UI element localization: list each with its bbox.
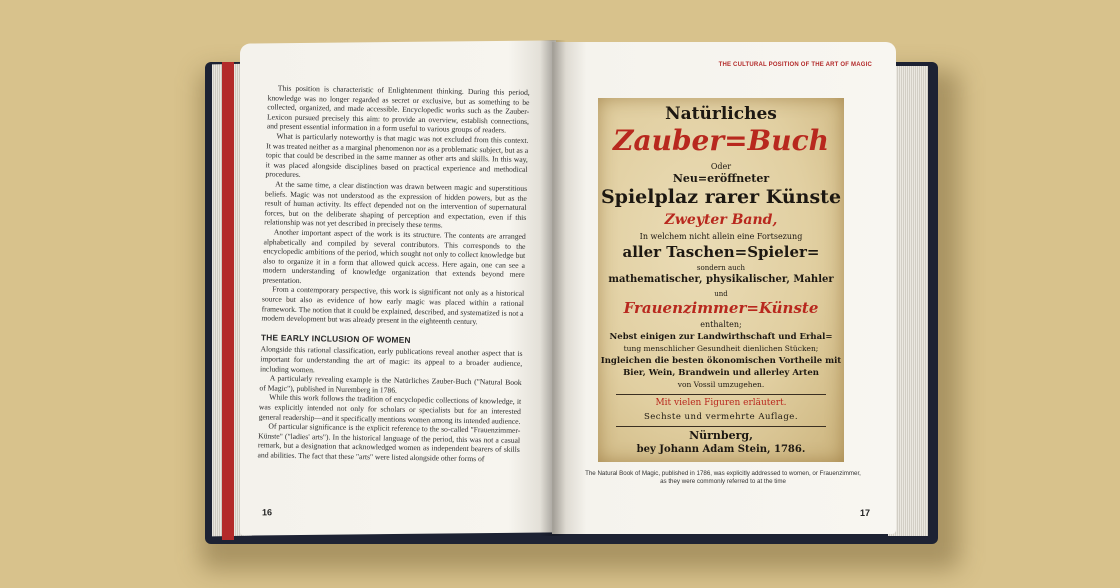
paragraph: While this work follows the tradition of encyclopedic collections of knowledge, it was explicitly intended not only for scholars or specialists but for an interested general readership—and it specifically mentions women among its intended audience. [258,392,522,426]
plate-rule [616,426,826,427]
plate-line: Nürnberg, [689,429,753,442]
plate-line: tung menschlicher Gesundheit dienlichen Stücken; [623,344,819,353]
plate-title: Zauber=Buch [613,124,829,157]
plate-line: sondern auch [696,264,746,272]
paragraph: This position is characteristic of Enlightenment thinking. During this period, knowledge was no longer regarded as secret or exclusive, but as something to be collected, organized, and made accessible. Encyclopedic works such as the Zauber-Lexicon pursued precisely this aim: to provide an overview, establish connections, and present essential information in a form useful to various groups of readers. [266,83,530,135]
plate-line: Nebst einigen zur Landwirthschaft und Erhal= [609,332,833,342]
plate-line: Zweyter Band, [664,212,778,228]
plate-line: Spielplaz rarer Künste [600,186,842,208]
paragraph: Another important aspect of the work is its structure. The contents are arranged alphabetically and compiled by several contributors. This corresponds to the encyclopedic ambitions of the period, which sought not only to collect knowledge but also to organize it in a form that allowed quick access. Here again, one can see a modern understanding of knowledge organization that extends beyond mere presentation. [262,227,526,285]
plate-line: Natürliches [665,104,777,124]
page-number-right: 17 [859,508,870,518]
plate-line: von Vossil umzugehen. [677,380,765,389]
paragraph: What is particularly noteworthy is that magic was not excluded from this context. It was treated neither as a marginal phenomenon nor as a problematic subject, but as a topic that could be described in the same manner as other arts and skills. In this way, it was placed alongside disciplines based on practical experience and methodical procedures. [265,131,529,180]
paragraph: Of particular significance is the explicit reference to the so-called "Frauenzimmer-Künste" ("ladies' arts"). In the historical language of the period, this was not a casual remark, but a designation that acknowledged women as independent bearers of skills and abilities. The fact that these "arts" were listed alongside other forms of [257,421,521,464]
plate-rule [616,394,826,395]
page-number-left: 16 [262,507,273,518]
paragraph: Alongside this rational classification, early publications reveal another aspect that is important for understanding the art of magic: its appeal to a broader audience, including women. [259,344,523,374]
plate-line: enthalten; [700,320,742,329]
plate-line: Neu=eröffneter [672,172,770,185]
plate-line: aller Taschen=Spieler= [622,243,820,261]
paragraph: From a contemporary perspective, this work is significant not only as a historical source but also as evidence of how early magic was placed within a rational framework. The notion that it could be explained, described, and systematized is not a modern development but was already present in the eighteenth century. [261,284,525,327]
left-page-text [257,83,529,464]
plate-line: mathematischer, physikalischer, Mahler [608,274,834,285]
red-ribbon-edge [222,62,234,540]
running-head: THE CULTURAL POSITION OF THE ART OF MAGIC [718,62,872,68]
right-page [552,42,896,534]
plate-line: und [714,290,728,298]
paragraph: At the same time, a clear distinction was drawn between magic and superstitious beliefs. Magic was not understood as the expression of hidden powers, but as the result of human activity. Its effect depended not on the intervention of supernatural forces, but on the deliberate shaping of perception and expectation, even if this relationship was not yet described in precisely these terms. [263,179,528,230]
plate-line: Mit vielen Figuren erläutert. [655,398,787,408]
plate-line: Sechste und vermehrte Auflage. [643,412,799,422]
plate-line: Bier, Wein, Brandwein und allerley Arten [623,368,819,378]
plate-line: Frauenzimmer=Künste [623,299,819,317]
plate-line: bey Johann Adam Stein, 1786. [636,444,806,455]
plate-line: In welchem nicht allein eine Fortsezung [639,232,803,241]
section-heading: THE EARLY INCLUSION OF WOMEN [260,332,411,345]
figure-caption: The Natural Book of Magic, published in 1786, was explicitly addressed to women, or Frauenzimmer, as they were commonly referred to at the time [585,470,861,485]
book-gutter [540,40,566,536]
paragraph: A particularly revealing example is the Natürliches Zauber-Buch ("Natural Book of Magic"), published in Nuremberg in 1786. [259,373,522,395]
left-page [240,40,556,535]
plate-line: Ingleichen die besten ökonomischen Vortheile mit [600,356,842,366]
title-page-plate [598,98,844,462]
plate-line: Oder [710,162,732,171]
